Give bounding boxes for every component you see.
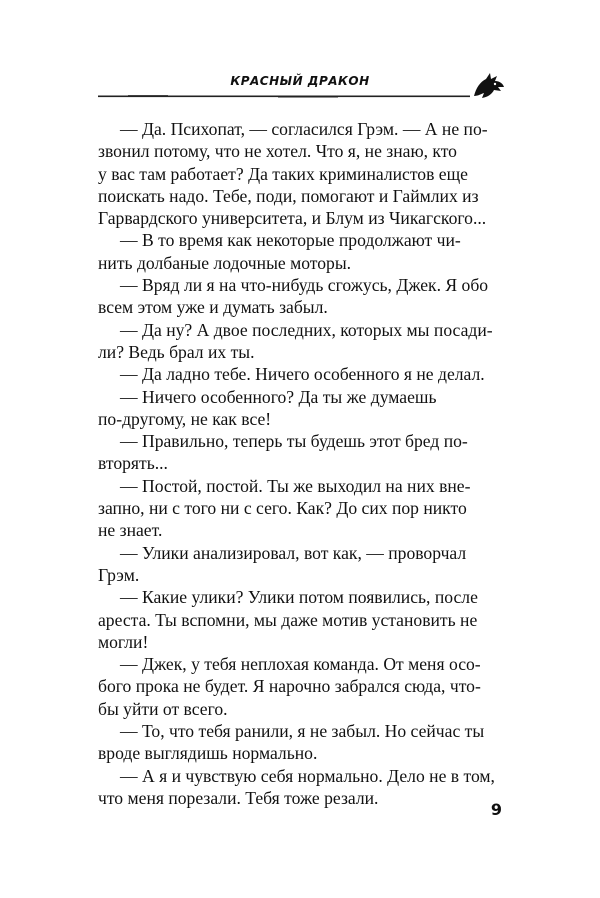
text-line: бы уйти от всего.: [98, 698, 228, 719]
text-line: — Правильно, теперь ты будешь этот бред по-: [98, 431, 468, 452]
text-line: Грэм.: [98, 564, 140, 585]
text-line: что меня порезали. Тебя тоже резали.: [98, 787, 379, 808]
text-line: — Какие улики? Улики потом появились, после: [98, 587, 478, 608]
body-text: [98, 118, 502, 809]
text-line: — Постой, постой. Ты же выходил на них вне-: [98, 475, 471, 496]
text-line: нить долбаные лодочные моторы.: [98, 252, 352, 273]
running-head: [0, 70, 600, 106]
text-line: не знает.: [98, 520, 163, 541]
text-line: — В то время как некоторые продолжают чи-: [98, 230, 461, 251]
text-line: Гарвардского университета, и Блум из Чикагского...: [98, 208, 487, 229]
text-line: у вас там работает? Да таких криминалистов еще: [98, 163, 468, 184]
text-line: звонил потому, что не хотел. Что я, не знаю, кто: [98, 141, 457, 162]
text-line: — Вряд ли я на что-нибудь сгожусь, Джек. Я обо: [98, 275, 489, 296]
text-line: ареста. Ты вспомни, мы даже мотив установить не: [98, 609, 478, 630]
text-line: — Улики анализировал, вот как, — проворчал: [98, 542, 467, 563]
text-line: бого прока не будет. Я нарочно забрался сюда, что-: [98, 676, 481, 697]
text-line: могли!: [98, 631, 149, 652]
text-line: поискать надо. Тебе, поди, помогают и Гаймлих из: [98, 185, 479, 206]
text-line: — Ничего особенного? Да ты же думаешь: [98, 386, 437, 407]
page-number: 9: [490, 800, 502, 819]
text-line: — Джек, у тебя неплохая команда. От меня осо-: [98, 654, 481, 675]
running-title: КРАСНЫЙ ДРАКОН: [230, 74, 370, 88]
text-line: запно, ни с того ни с сего. Как? До сих пор никто: [98, 498, 467, 519]
text-line: — Да ладно тебе. Ничего особенного я не делал.: [98, 364, 485, 385]
header-rule: [98, 95, 470, 98]
text-line: — Да ну? А двое последних, которых мы посади-: [98, 319, 493, 340]
text-line: вторять...: [98, 453, 168, 474]
text-line: всем этом уже и думать забыл.: [98, 297, 328, 318]
text-line: ли? Ведь брал их ты.: [98, 341, 255, 362]
text-line: по-другому, не как все!: [98, 408, 272, 429]
text-line: — А я и чувствую себя нормально. Дело не в том,: [98, 765, 495, 786]
text-line: — То, что тебя ранили, я не забыл. Но сейчас ты: [98, 721, 485, 742]
text-line: вроде выглядишь нормально.: [98, 743, 318, 764]
dragon-head-icon: [470, 70, 506, 102]
text-line: — Да. Психопат, — согласился Грэм. — А не по-: [98, 119, 488, 139]
